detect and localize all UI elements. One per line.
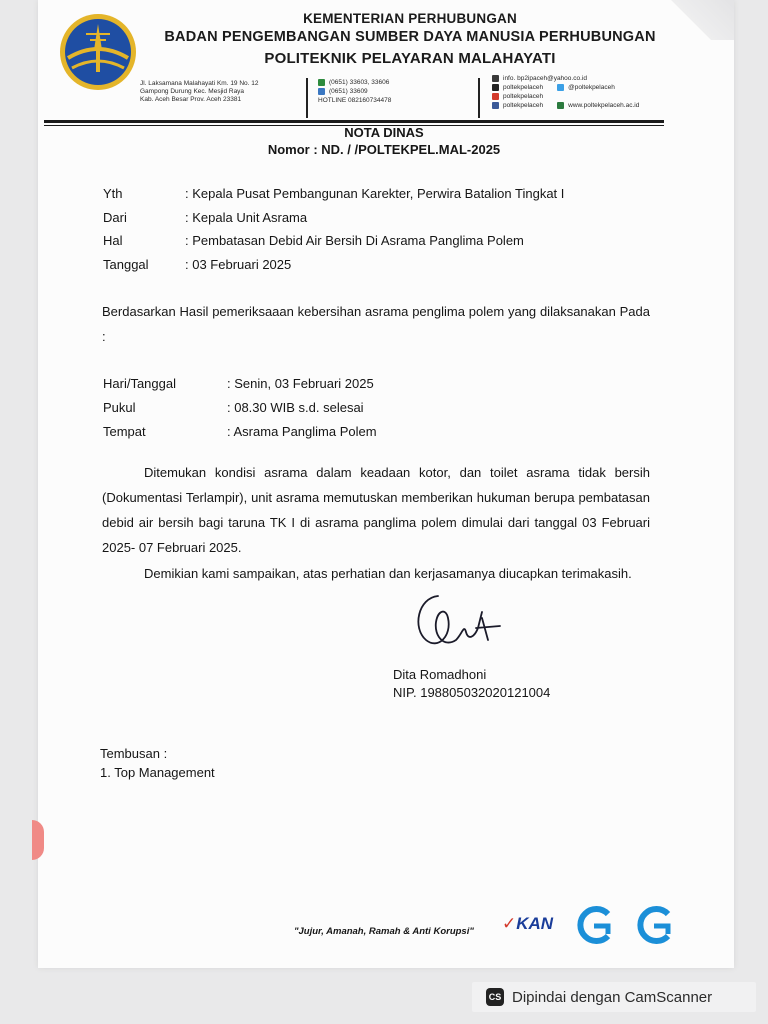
edge-mark [32,820,44,860]
cc-item: 1. Top Management [100,765,215,780]
detail-label: Tempat [103,424,146,439]
camscanner-icon: CS [486,988,504,1006]
doc-number: Nomor : ND. / /POLTEKPEL.MAL-2025 [267,142,501,157]
social-text: @poltekpelaceh [568,83,615,91]
certification-badge-icon [634,904,674,948]
phone-block [318,78,468,105]
detail-label: Pukul [103,400,136,415]
camscanner-watermark [472,982,756,1012]
footer-motto: "Jujur, Amanah, Ramah & Anti Korupsi" [294,926,474,937]
detail-label: Hari/Tanggal [103,376,176,391]
field-value: : Kepala Pusat Pembangunan Karekter, Perwira Batalion Tingkat I [185,186,565,201]
social-text: poltekpelaceh [503,101,544,109]
website-text: www.poltekpelaceh.ac.id [568,101,640,109]
field-dari [103,210,307,225]
detail-value: : 08.30 WIB s.d. selesai [227,400,364,415]
field-value: : 03 Februari 2025 [185,257,292,272]
header-divider [306,78,308,118]
youtube-icon [492,93,499,100]
cc-title: Tembusan : [100,746,168,761]
detail-value: : Senin, 03 Februari 2025 [227,376,374,391]
intro-paragraph: Berdasarkan Hasil pemeriksaaan kebersihan asrama penglima polem yang dilaksanakan Pada : [102,304,650,344]
email-text: info. bp2ipaceh@yahoo.co.id [503,74,587,82]
phone-line: (0651) 33603, 33606 [329,78,390,86]
body-paragraph: Ditemukan kondisi asrama dalam keadaan kotor, dan toilet asrama tidak bersih (Dokumentasi Terlampir), unit asrama memutuskan memberikan hukuman berupa pembatasan debid air bersih bagi taruna TK I di asrama panglima polem dimulai dari tanggal 03 Februari 2025- 07 Februari 2025. [102,465,650,555]
kan-text: KAN [516,914,554,933]
ministry-name: KEMENTERIAN PERHUBUNGAN [303,11,517,26]
social-block [492,74,692,110]
field-yth [103,186,564,201]
phone-line: (0651) 33609 [329,87,368,95]
fax-icon [318,88,325,95]
ministry-logo-icon [56,10,140,94]
facebook-icon [492,102,499,109]
field-value: : Kepala Unit Asrama [185,210,308,225]
address-line: Jl. Laksamana Malahayati Km. 19 No. 12 [140,80,259,87]
phone-icon [318,79,325,86]
header-divider [478,78,480,118]
hotline-line: HOTLINE 082160734478 [318,96,392,104]
address-block [140,80,300,104]
social-text: poltekpelaceh [503,83,544,91]
kan-logo: ✓KAN [502,914,554,933]
certification-badge-icon [574,904,614,948]
web-icon [557,102,564,109]
detail-day [103,376,374,391]
institute-name: POLITEKNIK PELAYARAN MALAHAYATI [264,50,556,67]
address-line: Gampong Durung Kec. Mesjid Raya [140,88,245,95]
doc-title: NOTA DINAS [344,125,424,140]
field-label: Tanggal [103,257,149,272]
field-label: Yth [103,186,123,201]
detail-value: : Asrama Panglima Polem [227,424,377,439]
field-tanggal [103,257,291,272]
tiktok-icon [492,84,499,91]
signer-name: Dita Romadhoni [393,667,487,682]
signer-nip: NIP. 198805032020121004 [393,685,551,700]
signature-icon [408,588,508,658]
detail-place [103,424,377,439]
field-label: Dari [103,210,127,225]
agency-name: BADAN PENGEMBANGAN SUMBER DAYA MANUSIA PERHUBUNGAN [164,29,656,45]
detail-time [103,400,364,415]
email-icon [492,75,499,82]
field-hal [103,233,524,248]
field-label: Hal [103,233,123,248]
camscanner-text: Dipindai dengan CamScanner [512,988,713,1006]
header-rule [44,120,664,123]
page-fold [670,0,734,40]
address-line: Kab. Aceh Besar Prov. Aceh 23381 [140,96,242,103]
closing-paragraph: Demikian kami sampaikan, atas perhatian dan kerjasamanya diucapkan terimakasih. [144,566,632,581]
field-value: : Pembatasan Debid Air Bersih Di Asrama Panglima Polem [185,233,524,248]
social-text: poltekpelaceh [503,92,544,100]
twitter-icon [557,84,564,91]
